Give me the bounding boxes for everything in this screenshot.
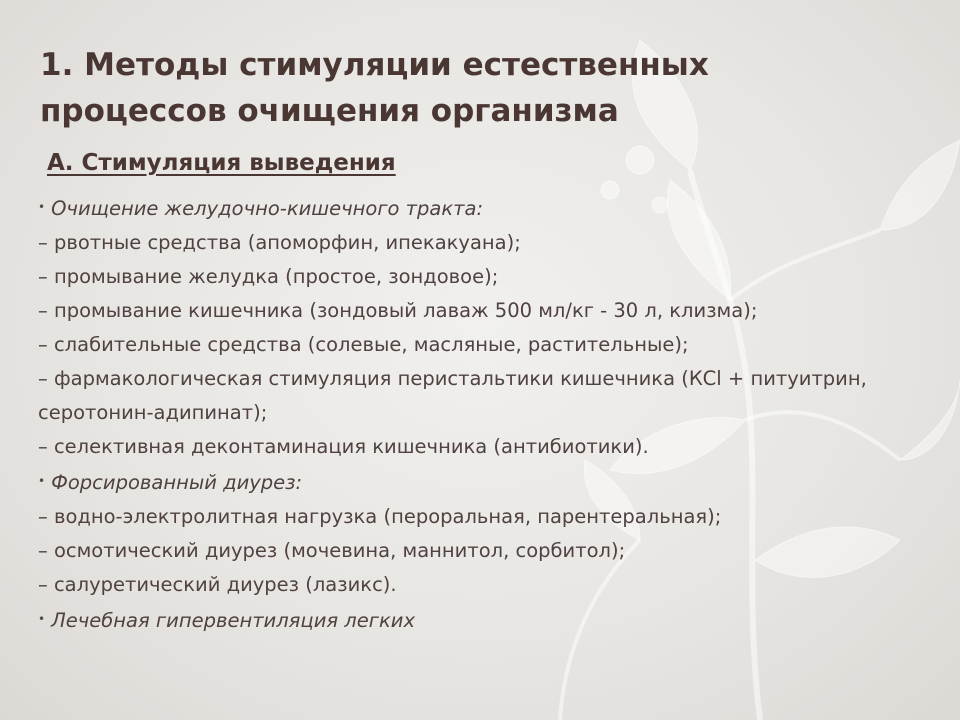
list-item: – осмотический диурез (мочевина, маннитол, сорбитол); xyxy=(38,539,626,562)
bullet-dot-icon: • xyxy=(38,612,46,626)
bullet-dot-icon: • xyxy=(38,474,46,488)
bullet-heading-text: Очищение желудочно-кишечного тракта: xyxy=(51,197,484,220)
bullet-heading-text: Лечебная гипервентиляция легких xyxy=(51,609,415,632)
bullet-heading-hyperventilation xyxy=(38,602,928,638)
list-item: – фармакологическая стимуляция перистальтики кишечника (КСl + питуитрин, серотонин-адипинат); xyxy=(38,367,867,424)
section-subtitle: А. Стимуляция выведения xyxy=(47,150,396,176)
bullet-heading-text: Форсированный диурез: xyxy=(51,471,303,494)
slide-body xyxy=(38,190,928,638)
list-item: – рвотные средства (апоморфин, ипекакуана); xyxy=(38,231,521,254)
list-item: – селективная деконтаминация кишечника (антибиотики). xyxy=(38,435,649,458)
list-item: – слабительные средства (солевые, масляные, растительные); xyxy=(38,333,689,356)
list-item: – промывание желудка (простое, зондовое); xyxy=(38,265,499,288)
bullet-heading-gi-tract xyxy=(38,190,928,226)
list-item: – салуретический диурез (лазикс). xyxy=(38,573,397,596)
bullet-heading-forced-diuresis xyxy=(38,464,928,500)
slide-title: 1. Методы стимуляции естественных процессов очищения организма xyxy=(40,47,709,129)
list-item: – промывание кишечника (зондовый лаваж 500 мл/кг - 30 л, клизма); xyxy=(38,299,758,322)
list-item: – водно-электролитная нагрузка (пероральная, парентеральная); xyxy=(38,505,722,528)
bullet-dot-icon: • xyxy=(38,200,46,214)
